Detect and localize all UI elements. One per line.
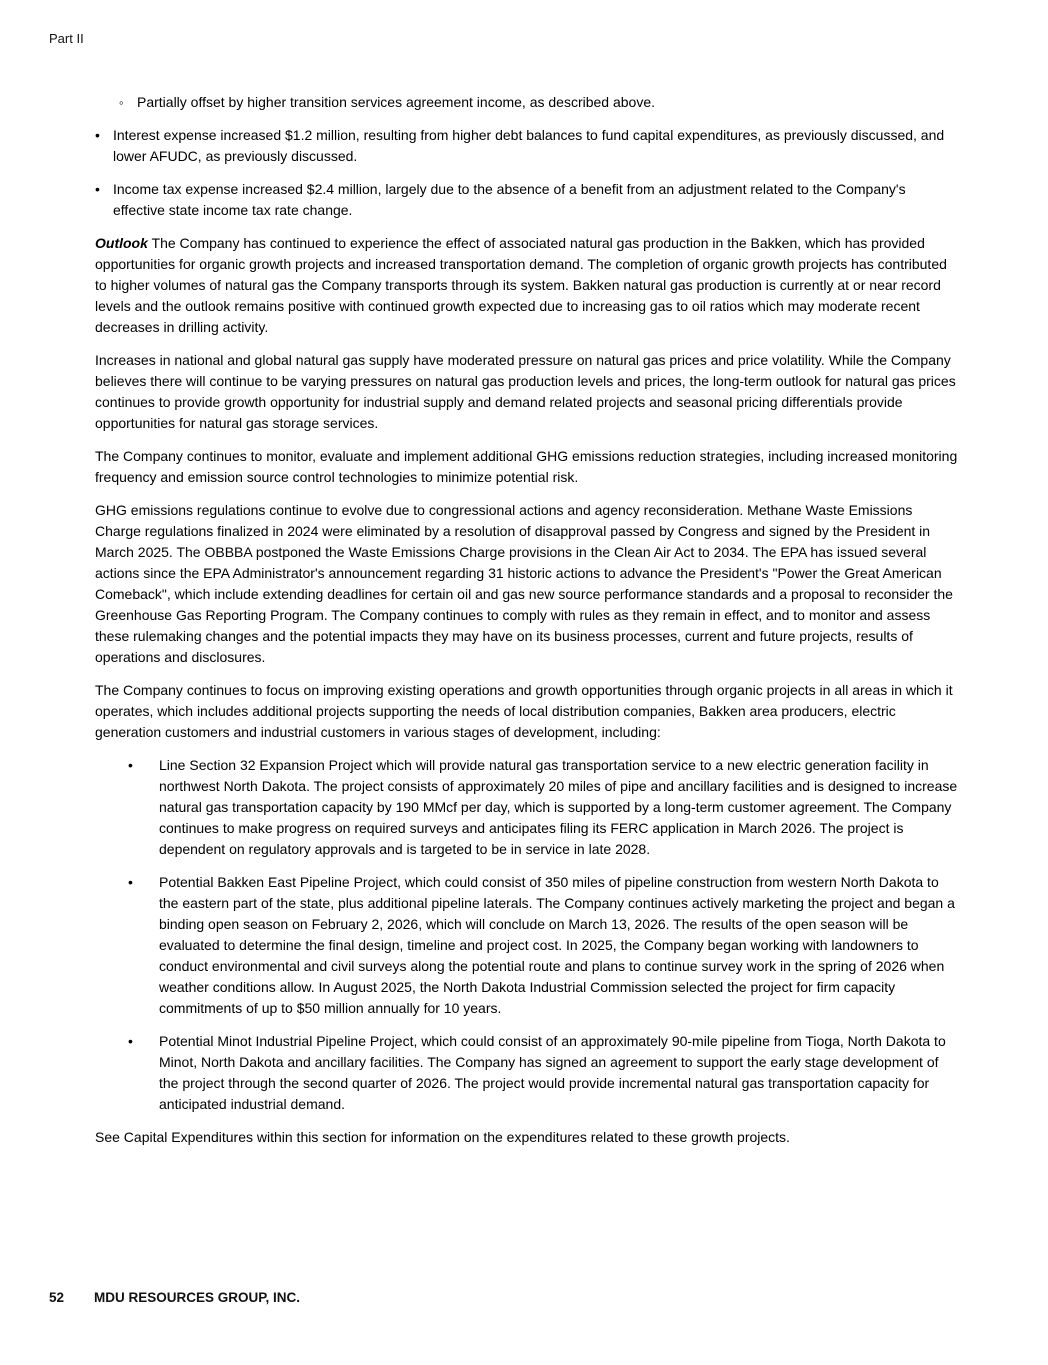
bullet-item — [95, 125, 959, 167]
part-label: Part II — [49, 31, 84, 46]
paragraph: Increases in national and global natural gas supply have moderated pressure on natural gas prices and price volatility. While the Company believes there will continue to be varying pressures on natural gas production levels and prices, the long-term outlook for natural gas prices continues to provide growth opportunity for industrial supply and demand related projects and seasonal pricing differentials provide opportunities for natural gas storage services. — [95, 352, 956, 431]
paragraph: The Company continues to focus on improving existing operations and growth opportunities through organic projects in all areas in which it operates, which includes additional projects supporting the needs of local distribution companies, Bakken area producers, electric generation customers and industrial customers in various stages of development, including: — [95, 682, 953, 740]
outlook-paragraph — [95, 233, 959, 338]
outlook-lead: Outlook — [95, 235, 148, 251]
disc-bullet-icon: • — [95, 127, 100, 143]
growth-bullet-text: Potential Minot Industrial Pipeline Project, which could consist of an approximately 90-mile pipeline from Tioga, North Dakota to Minot, North Dakota and ancillary facilities. The Company has signed an agreement to support the early stage development of the project through the second quarter of 2026. The project would provide incremental natural gas transportation capacity for anticipated industrial demand. — [159, 1033, 946, 1112]
bullet-item — [95, 179, 959, 221]
growth-bullet-item — [95, 872, 959, 1019]
closing-paragraph: See Capital Expenditures within this section for information on the expenditures related to these growth projects. — [95, 1129, 790, 1145]
paragraph: The Company continues to monitor, evaluate and implement additional GHG emissions reduction strategies, including increased monitoring frequency and emission source control technologies to minimize potential risk. — [95, 448, 958, 485]
sub-bullet-text: Partially offset by higher transition services agreement income, as described above. — [137, 94, 656, 110]
bullet-text: Income tax expense increased $2.4 million, largely due to the absence of a benefit from an adjustment related to the Company's effective state income tax rate change. — [113, 181, 906, 218]
page-number: 52 — [49, 1290, 65, 1305]
growth-bullet-item — [95, 1031, 959, 1115]
disc-bullet-icon: • — [128, 757, 133, 773]
growth-bullet-text: Line Section 32 Expansion Project which will provide natural gas transportation service to a new electric generation facility in northwest North Dakota. The project consists of approximately 20 miles of pipe and ancillary facilities and is designed to increase natural gas transportation capacity by 190 MMcf per day, which is supported by a long-term customer agreement. The Company continues to make progress on required surveys and anticipates filing its FERC application in March 2026. The project is dependent on regulatory approvals and is targeted to be in service in late 2028. — [159, 757, 958, 857]
page-footer — [49, 1290, 300, 1305]
disc-bullet-icon: • — [95, 181, 100, 197]
sub-bullet-item — [95, 92, 959, 113]
bullet-text: Interest expense increased $1.2 million, resulting from higher debt balances to fund capital expenditures, as previously discussed, and lower AFUDC, as previously discussed. — [113, 127, 945, 164]
company-name: MDU RESOURCES GROUP, INC. — [94, 1290, 301, 1305]
paragraph: GHG emissions regulations continue to evolve due to congressional actions and agency reconsideration. Methane Waste Emissions Charge regulations finalized in 2024 were eliminated by a resolution of disapproval passed by Congress and signed by the President in March 2025. The OBBBA postponed the Waste Emissions Charge provisions in the Clean Air Act to 2034. The EPA has issued several actions since the EPA Administrator's announcement regarding 31 historic actions to advance the President's "Power the Great American Comeback", which include extending deadlines for certain oil and gas new source performance standards and a proposal to reconsider the Greenhouse Gas Reporting Program. The Company continues to comply with rules as they remain in effect, and to monitor and assess these rulemaking changes and the potential impacts they may have on its business processes, current and future projects, results of operations and disclosures. — [95, 502, 953, 665]
outlook-text: The Company has continued to experience the effect of associated natural gas production in the Bakken, which has provided opportunities for organic growth projects and increased transportation demand. The completion of organic growth projects has contributed to higher volumes of natural gas the Company transports through its system. Bakken natural gas production is currently at or near record levels and the outlook remains positive with continued growth expected due to increasing gas to oil ratios which may moderate recent decreases in drilling activity. — [95, 235, 947, 335]
disc-bullet-icon: • — [128, 874, 133, 890]
disc-bullet-icon: • — [128, 1033, 133, 1049]
growth-bullet-text: Potential Bakken East Pipeline Project, which could consist of 350 miles of pipeline construction from western North Dakota to the eastern part of the state, plus additional pipeline laterals. The Company continues actively marketing the project and began a binding open season on February 2, 2026, which will conclude on March 13, 2026. The results of the open season will be evaluated to determine the final design, timeline and project cost. In 2025, the Company began working with landowners to conduct environmental and civil surveys along the potential route and plans to continue survey work in the spring of 2026 when weather conditions allow. In August 2025, the North Dakota Industrial Commission selected the project for firm capacity commitments of up to $50 million annually for 10 years. — [159, 874, 955, 1016]
page-content — [95, 92, 959, 1160]
growth-bullet-item — [95, 755, 959, 860]
circle-bullet-icon: ◦ — [119, 95, 124, 110]
